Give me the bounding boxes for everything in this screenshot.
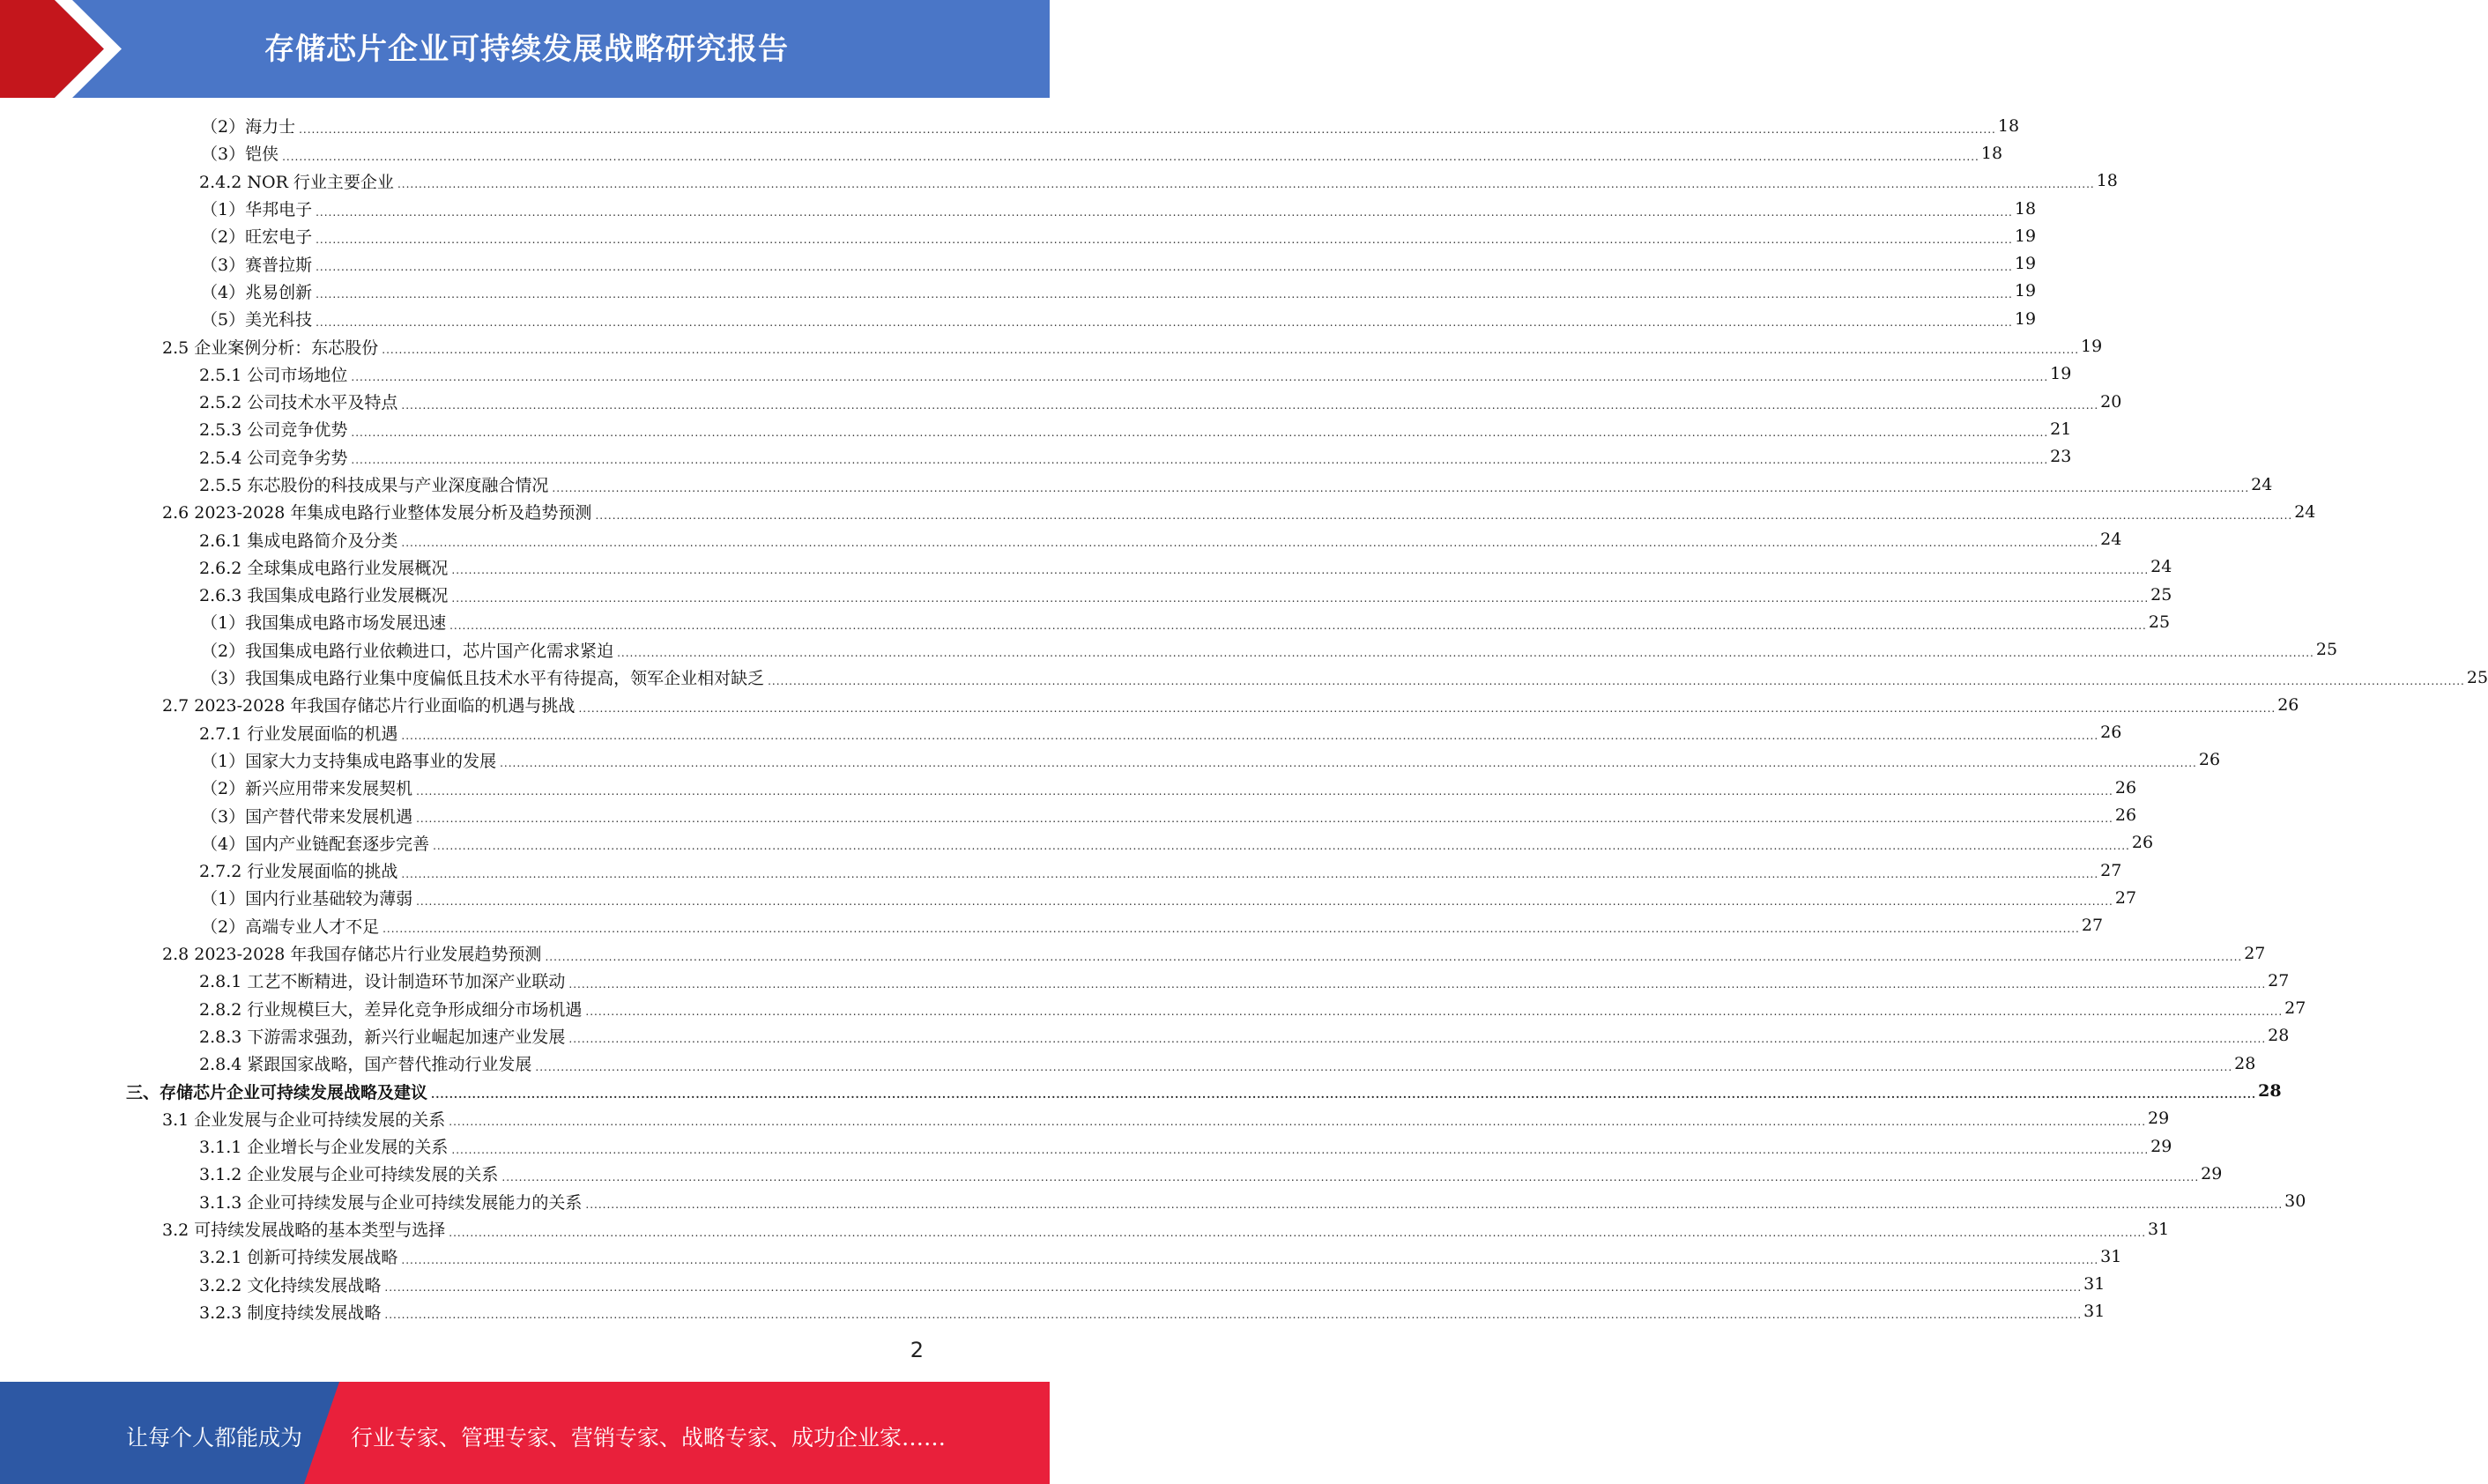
toc-entry-title: 2.6.2 全球集成电路行业发展概况 bbox=[199, 558, 449, 578]
toc-entry[interactable] bbox=[0, 222, 2037, 249]
toc-leader-dots: ................................................................................................................................................................................................................................................................................................................................................................................................................ bbox=[595, 508, 2293, 522]
toc-entry-title: 2.6.1 集成电路简介及分类 bbox=[199, 531, 398, 551]
toc-leader-dots: ................................................................................................................................................................................................................................................................................................................................................................................................................ bbox=[316, 205, 2013, 219]
toc-entry-title: 2.5.3 公司竞争优势 bbox=[199, 420, 348, 441]
toc-entry-title: （3）国产替代带来发展机遇 bbox=[201, 806, 413, 827]
header-band bbox=[0, 0, 1050, 98]
toc-entry[interactable] bbox=[0, 167, 2118, 195]
toc-entry[interactable] bbox=[0, 995, 2306, 1022]
toc-leader-dots: ................................................................................................................................................................................................................................................................................................................................................................................................................ bbox=[768, 674, 2465, 687]
toc-entry-page: 26 bbox=[2131, 833, 2154, 853]
toc-entry-title: 2.8.3 下游需求强劲，新兴行业崛起加速产业发展 bbox=[199, 1027, 566, 1047]
toc-entry[interactable] bbox=[0, 1215, 2170, 1243]
toc-leader-dots: ................................................................................................................................................................................................................................................................................................................................................................................................................ bbox=[384, 1281, 2083, 1295]
toc-entry-title: （4）国内产业链配套逐步完善 bbox=[201, 834, 430, 854]
toc-entry[interactable] bbox=[0, 1160, 2223, 1187]
toc-entry[interactable] bbox=[0, 139, 2003, 167]
toc-entry-page: 26 bbox=[2198, 750, 2221, 770]
toc-leader-dots: ................................................................................................................................................................................................................................................................................................................................................................................................................ bbox=[351, 371, 2049, 384]
toc-entry-title: （4）兆易创新 bbox=[201, 282, 313, 302]
page-number: 2 bbox=[910, 1338, 924, 1362]
toc-entry-title: （3）赛普拉斯 bbox=[201, 255, 313, 275]
toc-entry-title: （5）美光科技 bbox=[201, 310, 313, 330]
toc-leader-dots: ................................................................................................................................................................................................................................................................................................................................................................................................................ bbox=[552, 481, 2250, 494]
toc-leader-dots: ................................................................................................................................................................................................................................................................................................................................................................................................................ bbox=[316, 315, 2013, 329]
toc-entry-page: 28 bbox=[2234, 1053, 2256, 1073]
toc-entry-title: （2）海力士 bbox=[201, 117, 296, 137]
toc-entry[interactable] bbox=[0, 525, 2122, 553]
toc-leader-dots: ................................................................................................................................................................................................................................................................................................................................................................................................................ bbox=[384, 1309, 2083, 1322]
toc-entry-page: 18 bbox=[1980, 143, 2003, 163]
toc-entry-title: 2.5.2 公司技术水平及特点 bbox=[199, 393, 398, 413]
toc-leader-dots: ................................................................................................................................................................................................................................................................................................................................................................................................................ bbox=[401, 730, 2099, 743]
toc-entry[interactable] bbox=[0, 912, 2104, 939]
toc-entry-title: 3.2 可持续发展战略的基本类型与选择 bbox=[162, 1221, 446, 1241]
toc-entry-page: 19 bbox=[2014, 254, 2037, 274]
toc-entry[interactable] bbox=[0, 1243, 2122, 1270]
toc-leader-dots: ................................................................................................................................................................................................................................................................................................................................................................................................................ bbox=[416, 812, 2113, 826]
toc-entry[interactable] bbox=[0, 774, 2137, 801]
toc-leader-dots: ................................................................................................................................................................................................................................................................................................................................................................................................................ bbox=[568, 977, 2267, 991]
toc-entry[interactable] bbox=[0, 112, 2020, 139]
toc-entry-title: 2.8.1 工艺不断精进，设计制造环节加深产业联动 bbox=[199, 972, 566, 992]
toc-entry[interactable] bbox=[0, 249, 2037, 277]
toc-leader-dots: ................................................................................................................................................................................................................................................................................................................................................................................................................ bbox=[416, 894, 2113, 908]
toc-entry[interactable] bbox=[0, 857, 2122, 884]
toc-leader-dots: ................................................................................................................................................................................................................................................................................................................................................................................................................ bbox=[416, 784, 2113, 798]
toc-entry-page: 18 bbox=[2096, 171, 2118, 191]
toc-leader-dots: ................................................................................................................................................................................................................................................................................................................................................................................................................ bbox=[431, 1088, 2257, 1102]
toc-entry-title: 3.1 企业发展与企业可持续发展的关系 bbox=[162, 1109, 446, 1130]
toc-entry[interactable] bbox=[0, 829, 2154, 857]
toc-leader-dots: ................................................................................................................................................................................................................................................................................................................................................................................................................ bbox=[316, 233, 2013, 246]
toc-leader-dots: ................................................................................................................................................................................................................................................................................................................................................................................................................ bbox=[501, 1170, 2200, 1183]
footer-band bbox=[0, 1382, 1050, 1484]
toc-entry-page: 21 bbox=[2050, 419, 2072, 439]
toc-entry-page: 28 bbox=[2258, 1081, 2282, 1102]
toc-entry[interactable] bbox=[0, 553, 2172, 581]
toc-entry[interactable] bbox=[0, 1270, 2106, 1297]
toc-leader-dots: ................................................................................................................................................................................................................................................................................................................................................................................................................ bbox=[401, 1253, 2099, 1266]
toc-entry[interactable] bbox=[0, 360, 2072, 388]
toc-entry-title: （2）我国集成电路行业依赖进口，芯片国产化需求紧迫 bbox=[201, 641, 614, 661]
toc-entry[interactable] bbox=[0, 608, 2171, 635]
toc-entry[interactable] bbox=[0, 636, 2338, 664]
toc-entry[interactable] bbox=[0, 1077, 2282, 1104]
toc-entry-page: 25 bbox=[2315, 640, 2338, 660]
toc-entry-title: 2.5.4 公司竞争劣势 bbox=[199, 448, 348, 468]
toc-entry-title: 2.8 2023-2028 年我国存储芯片行业发展趋势预测 bbox=[162, 945, 542, 965]
toc-entry-page: 27 bbox=[2114, 887, 2137, 908]
toc-entry-title: 2.6 2023-2028 年集成电路行业整体发展分析及趋势预测 bbox=[162, 503, 592, 523]
toc-leader-dots: ................................................................................................................................................................................................................................................................................................................................................................................................................ bbox=[401, 537, 2099, 550]
footer-slogan-left: 让每个人都能成为 bbox=[126, 1425, 303, 1451]
toc-entry-title: 2.5.5 东芯股份的科技成果与产业深度融合情况 bbox=[199, 476, 549, 495]
toc-entry-title: 3.2.1 创新可持续发展战略 bbox=[199, 1248, 398, 1268]
toc-leader-dots: ................................................................................................................................................................................................................................................................................................................................................................................................................ bbox=[449, 1226, 2147, 1239]
toc-entry[interactable] bbox=[0, 664, 2488, 691]
toc-leader-dots: ................................................................................................................................................................................................................................................................................................................................................................................................................ bbox=[568, 1033, 2267, 1046]
toc-leader-dots: ................................................................................................................................................................................................................................................................................................................................................................................................................ bbox=[585, 1198, 2284, 1212]
toc-entry[interactable] bbox=[0, 746, 2221, 774]
toc-leader-dots: ................................................................................................................................................................................................................................................................................................................................................................................................................ bbox=[401, 398, 2099, 412]
toc-entry-title: 3.1.1 企业增长与企业发展的关系 bbox=[199, 1138, 449, 1158]
toc-entry-page: 27 bbox=[2100, 860, 2122, 880]
toc-entry-title: 3.2.2 文化持续发展战略 bbox=[199, 1275, 382, 1295]
toc-entry[interactable] bbox=[0, 498, 2316, 525]
toc-entry-title: 3.2.3 制度持续发展战略 bbox=[199, 1302, 382, 1323]
toc-entry[interactable] bbox=[0, 939, 2266, 967]
toc-entry-title: 三、存储芯片企业可持续发展战略及建议 bbox=[126, 1082, 428, 1102]
toc-entry-page: 19 bbox=[2014, 226, 2037, 246]
toc-entry-title: 2.7.2 行业发展面临的挑战 bbox=[199, 862, 398, 882]
toc-entry-page: 24 bbox=[2100, 530, 2122, 550]
toc-leader-dots: ................................................................................................................................................................................................................................................................................................................................................................................................................ bbox=[351, 454, 2049, 467]
toc-leader-dots: ................................................................................................................................................................................................................................................................................................................................................................................................................ bbox=[316, 288, 2013, 301]
toc-leader-dots: ................................................................................................................................................................................................................................................................................................................................................................................................................ bbox=[451, 564, 2150, 577]
toc-entry-page: 27 bbox=[2284, 998, 2306, 1019]
toc-entry-page: 26 bbox=[2114, 805, 2137, 826]
toc-entry-page: 29 bbox=[2148, 1109, 2170, 1129]
toc-entry[interactable] bbox=[0, 415, 2072, 442]
toc-entry-title: 2.4.2 NOR 行业主要企业 bbox=[199, 172, 394, 192]
toc-entry[interactable] bbox=[0, 581, 2172, 608]
toc-entry-page: 18 bbox=[2014, 198, 2037, 219]
header-arrow-icon bbox=[0, 0, 132, 98]
toc-entry[interactable] bbox=[0, 388, 2122, 415]
toc-entry-page: 31 bbox=[2148, 1219, 2170, 1239]
toc-entry-title: （2）旺宏电子 bbox=[201, 227, 313, 248]
toc-entry-title: （3）我国集成电路行业集中度偏低且技术水平有待提高，领军企业相对缺乏 bbox=[201, 669, 765, 689]
toc-entry[interactable] bbox=[0, 1105, 2170, 1132]
toc-entry-title: （3）铠侠 bbox=[201, 145, 279, 165]
toc-entry-page: 18 bbox=[1997, 115, 2020, 136]
toc-entry-title: 2.7 2023-2028 年我国存储芯片行业面临的机遇与挑战 bbox=[162, 696, 576, 716]
toc-entry-page: 29 bbox=[2150, 1136, 2172, 1156]
toc-entry-page: 26 bbox=[2100, 723, 2122, 743]
toc-entry[interactable] bbox=[0, 332, 2103, 360]
toc-entry-page: 23 bbox=[2050, 447, 2072, 467]
toc-leader-dots: ................................................................................................................................................................................................................................................................................................................................................................................................................ bbox=[351, 426, 2049, 439]
toc-entry[interactable] bbox=[0, 1188, 2306, 1215]
toc-entry[interactable] bbox=[0, 691, 2299, 718]
toc-entry-title: 2.8.4 紧跟国家战略，国产替代推动行业发展 bbox=[199, 1055, 532, 1075]
toc-entry-page: 31 bbox=[2083, 1274, 2106, 1295]
toc-entry-page: 25 bbox=[2148, 612, 2171, 632]
toc-entry-title: （1）国家大力支持集成电路事业的发展 bbox=[201, 751, 497, 771]
toc-leader-dots: ................................................................................................................................................................................................................................................................................................................................................................................................................ bbox=[617, 647, 2314, 660]
toc-entry-page: 31 bbox=[2083, 1302, 2106, 1322]
toc-entry-page: 26 bbox=[2277, 694, 2299, 715]
toc-entry-page: 31 bbox=[2100, 1246, 2122, 1266]
toc-entry-page: 19 bbox=[2081, 337, 2103, 357]
toc-entry-title: 3.1.2 企业发展与企业可持续发展的关系 bbox=[199, 1165, 499, 1185]
toc-leader-dots: ................................................................................................................................................................................................................................................................................................................................................................................................................ bbox=[382, 344, 2080, 357]
toc-leader-dots: ................................................................................................................................................................................................................................................................................................................................................................................................................ bbox=[585, 1005, 2284, 1019]
toc-entry[interactable] bbox=[0, 1022, 2290, 1050]
toc-leader-dots: ................................................................................................................................................................................................................................................................................................................................................................................................................ bbox=[449, 1116, 2147, 1129]
toc-leader-dots: ................................................................................................................................................................................................................................................................................................................................................................................................................ bbox=[545, 950, 2243, 963]
table-of-contents bbox=[0, 112, 2488, 1325]
toc-entry-page: 20 bbox=[2100, 391, 2122, 412]
toc-entry-title: 2.5.1 公司市场地位 bbox=[199, 365, 348, 385]
toc-entry-page: 19 bbox=[2014, 308, 2037, 329]
toc-leader-dots: ................................................................................................................................................................................................................................................................................................................................................................................................................ bbox=[451, 591, 2150, 605]
toc-leader-dots: ................................................................................................................................................................................................................................................................................................................................................................................................................ bbox=[299, 122, 1996, 136]
toc-leader-dots: ................................................................................................................................................................................................................................................................................................................................................................................................................ bbox=[397, 178, 2095, 191]
footer-slogan-right: 行业专家、管理专家、营销专家、战略专家、成功企业家…… bbox=[351, 1425, 947, 1451]
toc-leader-dots: ................................................................................................................................................................................................................................................................................................................................................................................................................ bbox=[401, 867, 2099, 880]
toc-entry-page: 27 bbox=[2081, 916, 2104, 936]
toc-entry-title: （1）国内行业基础较为薄弱 bbox=[201, 889, 413, 909]
toc-entry-page: 27 bbox=[2268, 970, 2290, 991]
toc-entry[interactable] bbox=[0, 195, 2037, 222]
toc-entry-page: 19 bbox=[2050, 364, 2072, 384]
toc-entry[interactable] bbox=[0, 471, 2273, 498]
toc-entry-page: 27 bbox=[2244, 943, 2266, 963]
toc-leader-dots: ................................................................................................................................................................................................................................................................................................................................................................................................................ bbox=[535, 1060, 2233, 1073]
toc-leader-dots: ................................................................................................................................................................................................................................................................................................................................................................................................................ bbox=[449, 619, 2147, 632]
toc-entry-page: 24 bbox=[2251, 474, 2273, 494]
toc-entry-title: 2.8.2 行业规模巨大，差异化竞争形成细分市场机遇 bbox=[199, 999, 583, 1020]
toc-entry-page: 29 bbox=[2201, 1163, 2223, 1183]
toc-leader-dots: ................................................................................................................................................................................................................................................................................................................................................................................................................ bbox=[316, 261, 2013, 274]
toc-entry[interactable] bbox=[0, 305, 2037, 332]
toc-leader-dots: ................................................................................................................................................................................................................................................................................................................................................................................................................ bbox=[433, 840, 2130, 853]
toc-entry-page: 28 bbox=[2268, 1026, 2290, 1046]
toc-entry-page: 19 bbox=[2014, 281, 2037, 301]
toc-leader-dots: ................................................................................................................................................................................................................................................................................................................................................................................................................ bbox=[578, 701, 2276, 715]
toc-entry-page: 30 bbox=[2284, 1191, 2306, 1212]
toc-entry-title: （2）高端专业人才不足 bbox=[201, 916, 380, 937]
toc-leader-dots: ................................................................................................................................................................................................................................................................................................................................................................................................................ bbox=[451, 1143, 2150, 1156]
toc-entry-page: 24 bbox=[2294, 501, 2316, 522]
toc-entry[interactable] bbox=[0, 443, 2072, 471]
toc-entry-title: 2.7.1 行业发展面临的机遇 bbox=[199, 723, 398, 744]
toc-entry[interactable] bbox=[0, 719, 2122, 746]
toc-entry-page: 26 bbox=[2114, 777, 2137, 798]
toc-entry-title: （1）华邦电子 bbox=[201, 200, 313, 220]
toc-entry-page: 25 bbox=[2150, 584, 2172, 605]
toc-entry-title: （1）我国集成电路市场发展迅速 bbox=[201, 613, 447, 634]
toc-entry-title: 2.5 企业案例分析：东芯股份 bbox=[162, 338, 379, 358]
toc-entry-title: 3.1.3 企业可持续发展与企业可持续发展能力的关系 bbox=[199, 1192, 583, 1213]
toc-leader-dots: ................................................................................................................................................................................................................................................................................................................................................................................................................ bbox=[500, 757, 2197, 770]
toc-entry-page: 25 bbox=[2466, 667, 2488, 687]
toc-leader-dots: ................................................................................................................................................................................................................................................................................................................................................................................................................ bbox=[382, 923, 2080, 936]
report-title: 存储芯片企业可持续发展战略研究报告 bbox=[264, 32, 789, 67]
toc-entry-page: 24 bbox=[2150, 557, 2172, 577]
toc-leader-dots: ................................................................................................................................................................................................................................................................................................................................................................................................................ bbox=[282, 150, 1979, 163]
toc-entry[interactable] bbox=[0, 801, 2137, 828]
toc-entry[interactable] bbox=[0, 278, 2037, 305]
toc-entry[interactable] bbox=[0, 967, 2290, 994]
toc-entry[interactable] bbox=[0, 1050, 2256, 1077]
toc-entry-title: （2）新兴应用带来发展契机 bbox=[201, 779, 413, 799]
toc-entry[interactable] bbox=[0, 1298, 2106, 1325]
toc-entry-title: 2.6.3 我国集成电路行业发展概况 bbox=[199, 586, 449, 606]
toc-entry[interactable] bbox=[0, 1132, 2172, 1160]
toc-entry[interactable] bbox=[0, 884, 2137, 911]
